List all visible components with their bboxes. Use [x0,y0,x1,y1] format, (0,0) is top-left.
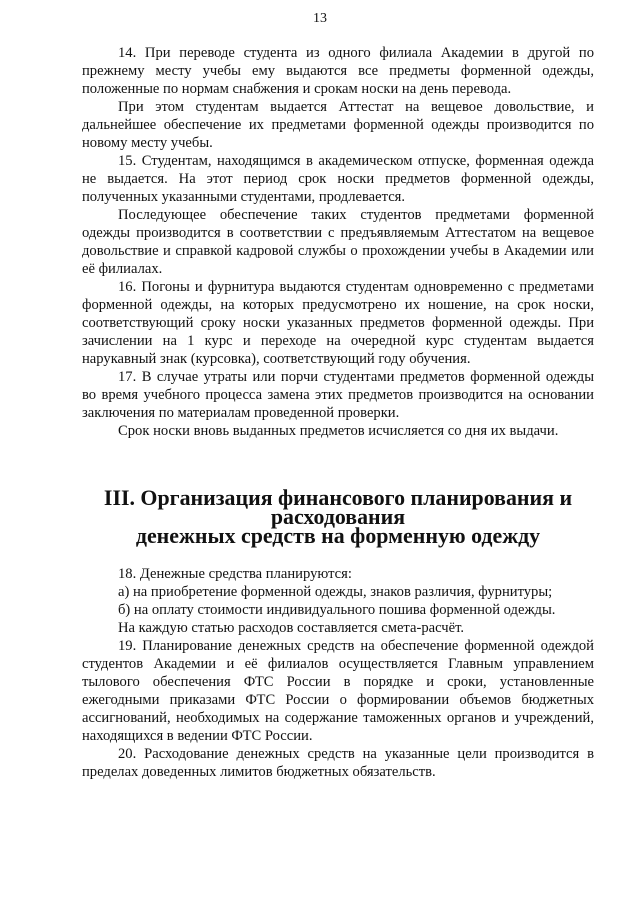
paragraph-18: 18. Денежные средства планируются: [118,566,352,582]
paragraph-15: 15. Студентам, находящимся в академическом отпуске, форменная одежда не выдается. На этот период срок носки предметов форменной одежды, полученных указанными студентами, продлевается. [82,153,594,205]
paragraph-17: 17. В случае утраты или порчи студентами предметов форменной одежды во время учебного процесса замена этих предметов производится на основании заключения по материалам проведенной проверки. [82,369,594,421]
paragraph-20: 20. Расходование денежных средств на указанные цели производится в пределах доведенных лимитов бюджетных обязательств. [82,746,594,780]
paragraph-19: 19. Планирование денежных средств на обеспечение форменной одеждой студентов Академии и её филиалов осуществляется Главным управлением тылового обеспечения ФТС России в порядке и сроки, установленные ежегодными приказами ФТС России о формировании объемов бюджетных ассигнований, необходимых на содержание таможенных органов и учреждений, находящихся в ведении ФТС России. [82,638,594,744]
paragraph-14: 14. При переводе студента из одного филиала Академии в другой по прежнему месту учебы ему выдаются все предметы форменной одежды, положенные по нормам снабжения и срокам носки на день перевода. [82,45,594,97]
section-heading-line1: III. Организация финансового планирования и расходования [103,485,573,529]
list-item-b: б) на оплату стоимости индивидуального пошива форменной одежды. [118,602,556,618]
paragraph-18-cont: На каждую статью расходов составляется смета-расчёт. [118,620,465,636]
section-heading-line2: денежных средств на форменную одежду [135,523,541,548]
section-heading [82,485,594,548]
page-number: 13 [313,11,327,26]
paragraph-16: 16. Погоны и фурнитура выдаются студентам одновременно с предметами форменной одежды, на которых предусмотрено их ношение, на срок носки, соответствующий сроку носки указанных предметов форменной одежды. При зачислении на 1 курс и переходе на очередной курс студентам выдается нарукавный знак (курсовка), соответствующий году обучения. [82,279,594,367]
paragraph-14-cont: При этом студентам выдается Аттестат на вещевое довольствие, и дальнейшее обеспечение их предметами форменной одежды производится по новому месту учебы. [82,99,594,151]
paragraph-15-cont: Последующее обеспечение таких студентов предметами форменной одежды производится в соответствии с предъявляемым Аттестатом на вещевое довольствие и справкой кадровой службы о прохождении учебы в Академии или её филиалах. [82,207,594,277]
paragraph-17-cont: Срок носки вновь выданных предметов исчисляется со дня их выдачи. [118,423,559,439]
section-body-lower [82,565,594,781]
section-body-upper [82,44,594,440]
list-item-a: а) на приобретение форменной одежды, знаков различия, фурнитуры; [118,584,553,600]
